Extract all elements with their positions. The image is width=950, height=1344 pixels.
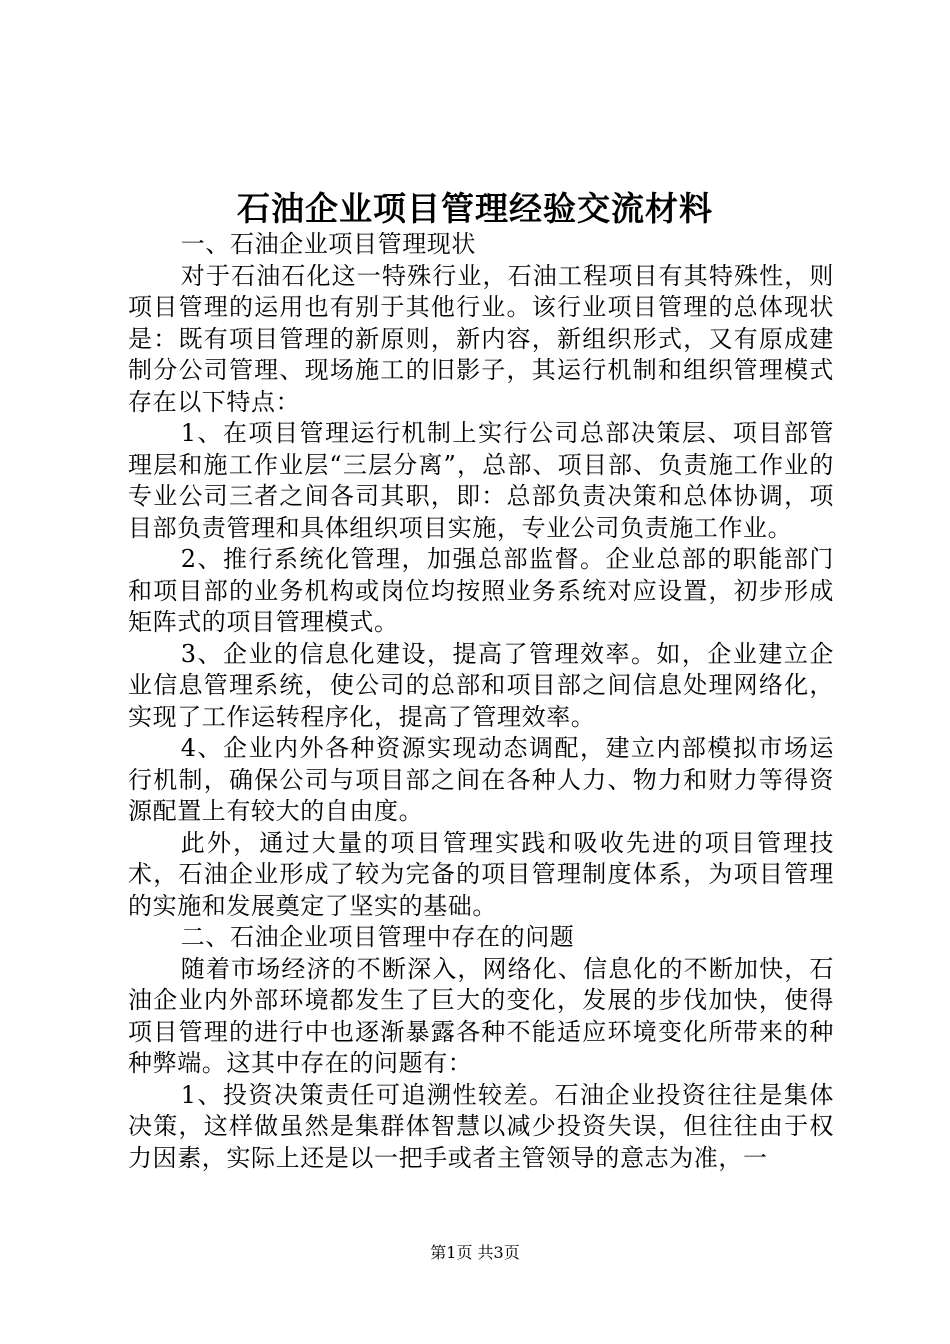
paragraph-item-2: 2、推行系统化管理，加强总部监督。企业总部的职能部门和项目部的业务机构或岗位均按照业务系统对应设置，初步形成矩阵式的项目管理模式。 — [128, 545, 834, 636]
paragraph-item-3: 3、企业的信息化建设，提高了管理效率。如，企业建立企业信息管理系统，使公司的总部和项目部之间信息处理网络化，实现了工作运转程序化，提高了管理效率。 — [128, 639, 834, 731]
paragraph-intro: 对于石油石化这一特殊行业，石油工程项目有其特殊性，则项目管理的运用也有别于其他行业。该行业项目管理的总体现状是：既有项目管理的新原则，新内容，新组织形式，又有原成建制分公司管理、现场施工的旧影子，其运行机制和组织管理模式存在以下特点： — [128, 261, 834, 416]
paragraph-item-1: 1、在项目管理运行机制上实行公司总部决策层、项目部管理层和施工作业层“三层分离”，总部、项目部、负责施工作业的专业公司三者之间各司其职，即：总部负责决策和总体协调，项目部负责管理和具体组织项目实施，专业公司负责施工作业。 — [128, 419, 834, 542]
section-heading-1: 一、石油企业项目管理现状 — [180, 230, 476, 258]
paragraph-problems-intro: 随着市场经济的不断深入，网络化、信息化的不断加快，石油企业内外部环境都发生了巨大的变化，发展的步伐加快，使得项目管理的进行中也逐渐暴露各种不能适应环境变化所带来的种种弊端。这其中存在的问题有： — [128, 954, 834, 1077]
section-heading-2: 二、石油企业项目管理中存在的问题 — [180, 923, 575, 951]
document-body — [128, 229, 834, 1174]
document-title: 石油企业项目管理经验交流材料 — [237, 189, 713, 228]
paragraph-additionally: 此外，通过大量的项目管理实践和吸收先进的项目管理技术，石油企业形成了较为完备的项目管理制度体系，为项目管理的实施和发展奠定了坚实的基础。 — [128, 828, 834, 920]
page-footer: 第1页 共3页 — [430, 1243, 520, 1262]
paragraph-problem-1: 1、投资决策责任可追溯性较差。石油企业投资往往是集体决策，这样做虽然是集群体智慧以减少投资失误，但往往由于权力因素，实际上还是以一把手或者主管领导的意志为准，一 — [128, 1080, 834, 1172]
paragraph-item-4: 4、企业内外各种资源实现动态调配，建立内部模拟市场运行机制，确保公司与项目部之间在各种人力、物力和财力等得资源配置上有较大的自由度。 — [128, 734, 834, 825]
